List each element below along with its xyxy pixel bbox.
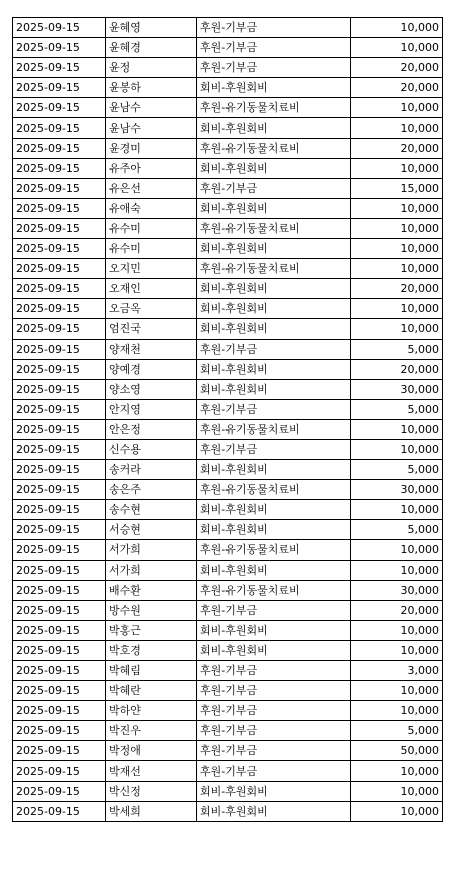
name-cell: 박홍근 <box>106 620 197 640</box>
amount-cell: 20,000 <box>351 78 443 98</box>
amount-cell: 10,000 <box>351 239 443 259</box>
table-row <box>13 38 443 58</box>
date-cell: 2025-09-15 <box>13 158 106 178</box>
category-cell: 회비-후원회비 <box>197 239 351 259</box>
amount-cell: 5,000 <box>351 339 443 359</box>
amount-cell: 10,000 <box>351 319 443 339</box>
table-row <box>13 460 443 480</box>
name-cell: 안지영 <box>106 399 197 419</box>
name-cell: 박정애 <box>106 741 197 761</box>
category-cell: 후원-기부금 <box>197 439 351 459</box>
date-cell: 2025-09-15 <box>13 279 106 299</box>
category-cell: 회비-후원회비 <box>197 560 351 580</box>
amount-cell: 10,000 <box>351 38 443 58</box>
amount-cell: 10,000 <box>351 98 443 118</box>
amount-cell: 30,000 <box>351 480 443 500</box>
name-cell: 서가희 <box>106 540 197 560</box>
table-row <box>13 98 443 118</box>
name-cell: 송수현 <box>106 500 197 520</box>
amount-cell: 20,000 <box>351 600 443 620</box>
category-cell: 후원-기부금 <box>197 399 351 419</box>
amount-cell: 10,000 <box>351 218 443 238</box>
amount-cell: 10,000 <box>351 540 443 560</box>
category-cell: 회비-후원회비 <box>197 319 351 339</box>
amount-cell: 20,000 <box>351 138 443 158</box>
category-cell: 후원-기부금 <box>197 178 351 198</box>
date-cell: 2025-09-15 <box>13 178 106 198</box>
name-cell: 윤봉하 <box>106 78 197 98</box>
category-cell: 회비-후원회비 <box>197 279 351 299</box>
amount-cell: 50,000 <box>351 741 443 761</box>
amount-cell: 30,000 <box>351 379 443 399</box>
name-cell: 서승현 <box>106 520 197 540</box>
name-cell: 유은선 <box>106 178 197 198</box>
category-cell: 후원-기부금 <box>197 38 351 58</box>
table-row <box>13 560 443 580</box>
date-cell: 2025-09-15 <box>13 419 106 439</box>
name-cell: 오금옥 <box>106 299 197 319</box>
category-cell: 회비-후원회비 <box>197 620 351 640</box>
amount-cell: 20,000 <box>351 279 443 299</box>
name-cell: 윤혜영 <box>106 18 197 38</box>
table-row <box>13 339 443 359</box>
amount-cell: 10,000 <box>351 419 443 439</box>
date-cell: 2025-09-15 <box>13 801 106 821</box>
date-cell: 2025-09-15 <box>13 198 106 218</box>
table-row <box>13 801 443 821</box>
amount-cell: 10,000 <box>351 640 443 660</box>
amount-cell: 10,000 <box>351 198 443 218</box>
category-cell: 후원-기부금 <box>197 681 351 701</box>
amount-cell: 10,000 <box>351 500 443 520</box>
date-cell: 2025-09-15 <box>13 78 106 98</box>
name-cell: 오지민 <box>106 259 197 279</box>
table-row <box>13 661 443 681</box>
date-cell: 2025-09-15 <box>13 98 106 118</box>
date-cell: 2025-09-15 <box>13 681 106 701</box>
table-row <box>13 721 443 741</box>
category-cell: 후원-기부금 <box>197 661 351 681</box>
category-cell: 회비-후원회비 <box>197 379 351 399</box>
name-cell: 윤경미 <box>106 138 197 158</box>
name-cell: 박혜림 <box>106 661 197 681</box>
name-cell: 오재인 <box>106 279 197 299</box>
category-cell: 회비-후원회비 <box>197 158 351 178</box>
table-row <box>13 379 443 399</box>
name-cell: 박재선 <box>106 761 197 781</box>
table-row <box>13 781 443 801</box>
category-cell: 회비-후원회비 <box>197 801 351 821</box>
date-cell: 2025-09-15 <box>13 299 106 319</box>
table-row <box>13 640 443 660</box>
table-row <box>13 158 443 178</box>
category-cell: 후원-기부금 <box>197 339 351 359</box>
name-cell: 양예경 <box>106 359 197 379</box>
category-cell: 회비-후원회비 <box>197 781 351 801</box>
date-cell: 2025-09-15 <box>13 218 106 238</box>
table-row <box>13 18 443 38</box>
table-row <box>13 620 443 640</box>
category-cell: 후원-기부금 <box>197 18 351 38</box>
date-cell: 2025-09-15 <box>13 600 106 620</box>
category-cell: 회비-후원회비 <box>197 78 351 98</box>
date-cell: 2025-09-15 <box>13 118 106 138</box>
name-cell: 서가희 <box>106 560 197 580</box>
table-row <box>13 520 443 540</box>
date-cell: 2025-09-15 <box>13 540 106 560</box>
date-cell: 2025-09-15 <box>13 741 106 761</box>
amount-cell: 10,000 <box>351 761 443 781</box>
table-row <box>13 319 443 339</box>
amount-cell: 3,000 <box>351 661 443 681</box>
table-row <box>13 681 443 701</box>
table-row <box>13 580 443 600</box>
table-row <box>13 138 443 158</box>
category-cell: 후원-유기동물치료비 <box>197 138 351 158</box>
name-cell: 송커라 <box>106 460 197 480</box>
date-cell: 2025-09-15 <box>13 701 106 721</box>
amount-cell: 30,000 <box>351 580 443 600</box>
category-cell: 회비-후원회비 <box>197 460 351 480</box>
amount-cell: 20,000 <box>351 359 443 379</box>
amount-cell: 10,000 <box>351 299 443 319</box>
date-cell: 2025-09-15 <box>13 781 106 801</box>
date-cell: 2025-09-15 <box>13 560 106 580</box>
amount-cell: 5,000 <box>351 721 443 741</box>
date-cell: 2025-09-15 <box>13 460 106 480</box>
name-cell: 윤남수 <box>106 118 197 138</box>
donation-table <box>12 17 443 822</box>
date-cell: 2025-09-15 <box>13 359 106 379</box>
name-cell: 유주아 <box>106 158 197 178</box>
amount-cell: 10,000 <box>351 620 443 640</box>
table-row <box>13 239 443 259</box>
table-row <box>13 480 443 500</box>
category-cell: 후원-기부금 <box>197 761 351 781</box>
name-cell: 유수미 <box>106 218 197 238</box>
table-row <box>13 439 443 459</box>
date-cell: 2025-09-15 <box>13 259 106 279</box>
name-cell: 윤남수 <box>106 98 197 118</box>
category-cell: 회비-후원회비 <box>197 520 351 540</box>
date-cell: 2025-09-15 <box>13 721 106 741</box>
date-cell: 2025-09-15 <box>13 620 106 640</box>
date-cell: 2025-09-15 <box>13 18 106 38</box>
category-cell: 후원-유기동물치료비 <box>197 259 351 279</box>
date-cell: 2025-09-15 <box>13 480 106 500</box>
table-row <box>13 399 443 419</box>
amount-cell: 10,000 <box>351 158 443 178</box>
amount-cell: 10,000 <box>351 801 443 821</box>
table-row <box>13 279 443 299</box>
name-cell: 윤정 <box>106 58 197 78</box>
category-cell: 회비-후원회비 <box>197 359 351 379</box>
category-cell: 회비-후원회비 <box>197 299 351 319</box>
name-cell: 신수용 <box>106 439 197 459</box>
category-cell: 후원-기부금 <box>197 701 351 721</box>
amount-cell: 20,000 <box>351 58 443 78</box>
table-row <box>13 761 443 781</box>
amount-cell: 10,000 <box>351 439 443 459</box>
amount-cell: 10,000 <box>351 781 443 801</box>
date-cell: 2025-09-15 <box>13 500 106 520</box>
name-cell: 박신정 <box>106 781 197 801</box>
amount-cell: 10,000 <box>351 18 443 38</box>
table-row <box>13 198 443 218</box>
date-cell: 2025-09-15 <box>13 580 106 600</box>
date-cell: 2025-09-15 <box>13 761 106 781</box>
date-cell: 2025-09-15 <box>13 399 106 419</box>
date-cell: 2025-09-15 <box>13 319 106 339</box>
category-cell: 후원-기부금 <box>197 58 351 78</box>
table-row <box>13 299 443 319</box>
table-row <box>13 359 443 379</box>
table-row <box>13 741 443 761</box>
table-row <box>13 178 443 198</box>
category-cell: 회비-후원회비 <box>197 640 351 660</box>
name-cell: 송은주 <box>106 480 197 500</box>
category-cell: 후원-기부금 <box>197 721 351 741</box>
table-row <box>13 118 443 138</box>
date-cell: 2025-09-15 <box>13 379 106 399</box>
name-cell: 유수미 <box>106 239 197 259</box>
name-cell: 박호경 <box>106 640 197 660</box>
amount-cell: 10,000 <box>351 681 443 701</box>
name-cell: 안은정 <box>106 419 197 439</box>
category-cell: 회비-후원회비 <box>197 500 351 520</box>
name-cell: 엄진국 <box>106 319 197 339</box>
name-cell: 배수환 <box>106 580 197 600</box>
name-cell: 양재천 <box>106 339 197 359</box>
amount-cell: 5,000 <box>351 520 443 540</box>
name-cell: 방수원 <box>106 600 197 620</box>
name-cell: 박하얀 <box>106 701 197 721</box>
category-cell: 후원-유기동물치료비 <box>197 419 351 439</box>
category-cell: 후원-유기동물치료비 <box>197 480 351 500</box>
table-row <box>13 600 443 620</box>
date-cell: 2025-09-15 <box>13 38 106 58</box>
date-cell: 2025-09-15 <box>13 520 106 540</box>
category-cell: 후원-유기동물치료비 <box>197 580 351 600</box>
name-cell: 박혜란 <box>106 681 197 701</box>
amount-cell: 10,000 <box>351 701 443 721</box>
name-cell: 양소영 <box>106 379 197 399</box>
amount-cell: 10,000 <box>351 259 443 279</box>
category-cell: 후원-유기동물치료비 <box>197 218 351 238</box>
table-row <box>13 58 443 78</box>
table-row <box>13 419 443 439</box>
category-cell: 후원-유기동물치료비 <box>197 540 351 560</box>
date-cell: 2025-09-15 <box>13 661 106 681</box>
date-cell: 2025-09-15 <box>13 58 106 78</box>
table-body <box>13 18 443 822</box>
name-cell: 윤혜경 <box>106 38 197 58</box>
date-cell: 2025-09-15 <box>13 339 106 359</box>
name-cell: 유애숙 <box>106 198 197 218</box>
date-cell: 2025-09-15 <box>13 640 106 660</box>
amount-cell: 10,000 <box>351 118 443 138</box>
table-row <box>13 540 443 560</box>
category-cell: 후원-기부금 <box>197 741 351 761</box>
amount-cell: 5,000 <box>351 399 443 419</box>
name-cell: 박세희 <box>106 801 197 821</box>
table-row <box>13 259 443 279</box>
amount-cell: 15,000 <box>351 178 443 198</box>
amount-cell: 5,000 <box>351 460 443 480</box>
category-cell: 후원-유기동물치료비 <box>197 98 351 118</box>
table-row <box>13 500 443 520</box>
table-row <box>13 701 443 721</box>
table-row <box>13 78 443 98</box>
amount-cell: 10,000 <box>351 560 443 580</box>
category-cell: 회비-후원회비 <box>197 198 351 218</box>
category-cell: 회비-후원회비 <box>197 118 351 138</box>
date-cell: 2025-09-15 <box>13 439 106 459</box>
category-cell: 후원-기부금 <box>197 600 351 620</box>
date-cell: 2025-09-15 <box>13 138 106 158</box>
name-cell: 박진우 <box>106 721 197 741</box>
table-row <box>13 218 443 238</box>
date-cell: 2025-09-15 <box>13 239 106 259</box>
